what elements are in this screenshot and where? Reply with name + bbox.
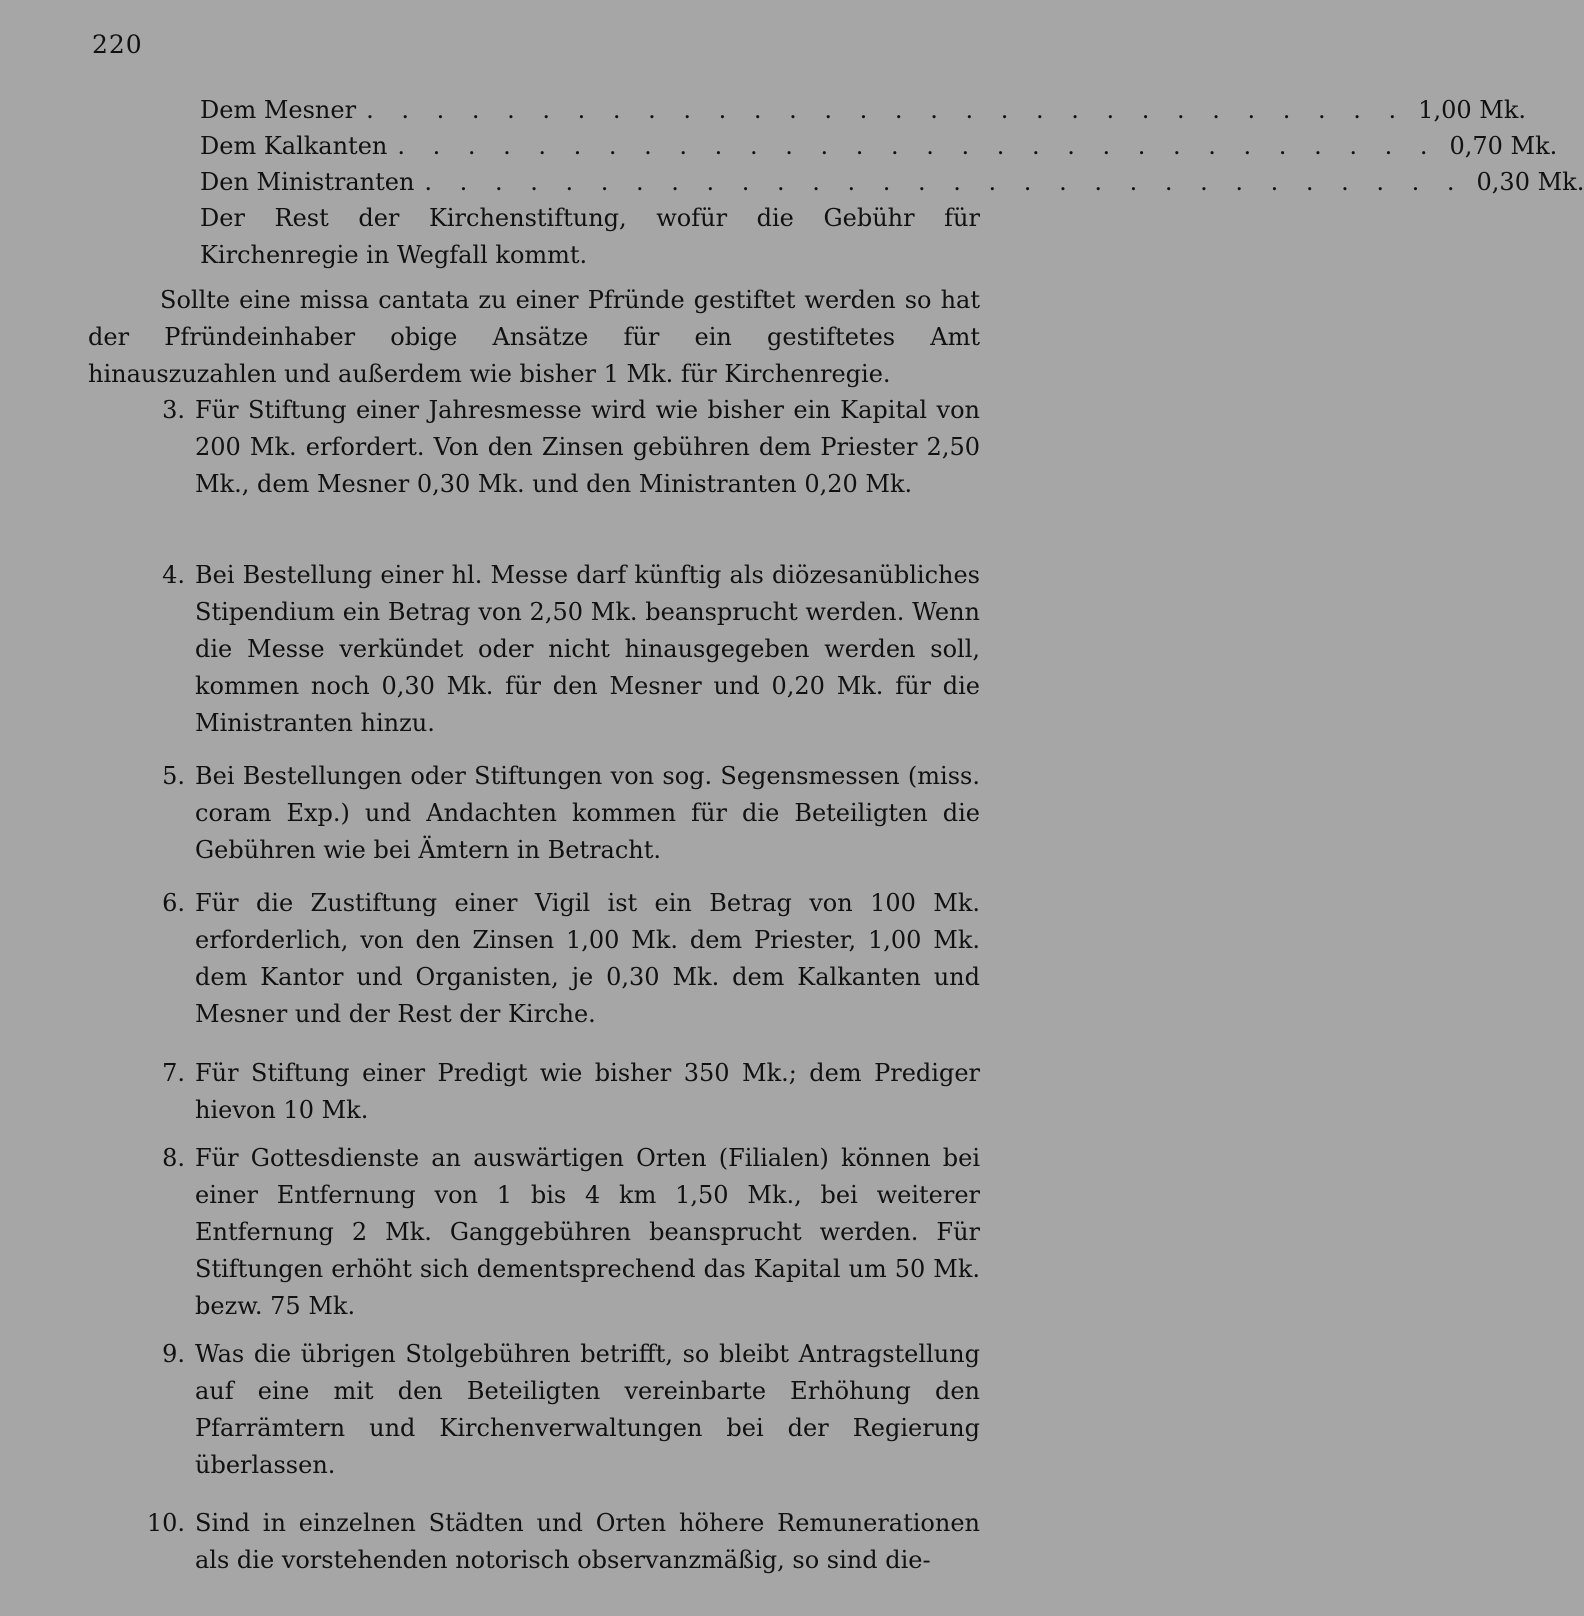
paragraph-missa-cantata: Sollte eine missa cantata zu einer Pfründe gestiftet werden so hat der Pfründeinhaber obige Ansätze für ein gestiftetes Amt hinauszuzahlen und außerdem wie bisher 1 Mk. für Kirchenregie. <box>88 286 980 388</box>
item-text: Für Stiftung einer Jahresmesse wird wie bisher ein Kapital von 200 Mk. erfordert. Von den Zinsen gebühren dem Priester 2,50 Mk., dem Mesner 0,30 Mk. und den Ministranten 0,20 Mk. <box>195 396 980 498</box>
item-text: Für die Zustiftung einer Vigil ist ein Betrag von 100 Mk. erforderlich, von den Zinsen 1,00 Mk. dem Priester, 1,00 Mk. dem Kantor und Organisten, je 0,30 Mk. dem Kalkanten und Mesner und der Rest der Kirche. <box>195 889 980 1028</box>
list-item <box>140 1140 980 1325</box>
fee-label: Den Ministranten <box>200 168 415 196</box>
list-item <box>140 1505 980 1579</box>
item-number: 9. <box>162 1340 185 1368</box>
item-number: 6. <box>162 889 185 917</box>
item-text: Für Gottesdienste an auswärtigen Orten (Filialen) können bei einer Entfernung von 1 bis 4 km 1,50 Mk., bei weiterer Entfernung 2 Mk. Ganggebühren beansprucht werden. Für Stiftungen erhöht sich dementsprechend das Kapital um 50 Mk. bezw. 75 Mk. <box>195 1144 980 1320</box>
leader-dots: . . . . . . . . . . . . . . . . . . . . . . . . . . . . . . <box>424 168 1465 196</box>
fee-list <box>200 92 1584 274</box>
fee-label: Dem Mesner <box>200 96 357 124</box>
fee-label: Dem Kalkanten <box>200 132 388 160</box>
item-number: 8. <box>162 1144 185 1172</box>
list-item <box>140 885 980 1033</box>
item-text: Bei Bestellungen oder Stiftungen von sog. Segensmessen (miss. coram Exp.) und Andachten kommen für die Beteiligten die Gebühren wie bei Ämtern in Betracht. <box>195 762 980 864</box>
page-number: 220 <box>92 30 143 59</box>
item-text: Bei Bestellung einer hl. Messe darf künftig als diözesanübliches Stipendium ein Betrag von 2,50 Mk. beansprucht werden. Wenn die Messe verkündet oder nicht hinausgegeben werden soll, kommen noch 0,30 Mk. für den Mesner und 0,20 Mk. für die Ministranten hinzu. <box>195 561 980 737</box>
fee-amount: 0,30 Mk. <box>1476 168 1584 196</box>
fee-amount: 1,00 Mk. <box>1418 96 1526 124</box>
fee-row <box>200 164 1584 200</box>
leader-dots: . . . . . . . . . . . . . . . . . . . . . . . . . . . . . . <box>397 132 1438 160</box>
list-item <box>140 557 980 742</box>
fee-row <box>200 128 1558 164</box>
fee-row <box>200 92 1526 128</box>
item-number: 7. <box>162 1059 185 1087</box>
item-number: 10. <box>146 1509 185 1537</box>
item-text: Sind in einzelnen Städten und Orten höhere Remunerationen als die vorstehenden notorisch observanzmäßig, so sind die- <box>195 1509 980 1574</box>
item-number: 4. <box>162 561 185 589</box>
fee-amount: 0,70 Mk. <box>1449 132 1558 160</box>
item-text: Für Stiftung einer Predigt wie bisher 350 Mk.; dem Prediger hievon 10 Mk. <box>195 1059 980 1124</box>
item-number: 5. <box>162 762 185 790</box>
leader-dots: . . . . . . . . . . . . . . . . . . . . . . . . . . . . . . <box>366 96 1407 124</box>
list-item <box>140 758 980 869</box>
list-item <box>140 1336 980 1484</box>
fee-remainder-text: Der Rest der Kirchenstiftung, wofür die Gebühr für Kirchenregie in Wegfall kommt. <box>200 204 980 269</box>
item-number: 3. <box>162 396 185 424</box>
list-item <box>140 1055 980 1129</box>
item-text: Was die übrigen Stolgebühren betrifft, so bleibt Antragstellung auf eine mit den Beteiligten vereinbarte Erhöhung den Pfarrämtern und Kirchenverwaltungen bei der Regierung überlassen. <box>195 1340 980 1479</box>
list-item <box>140 392 980 503</box>
